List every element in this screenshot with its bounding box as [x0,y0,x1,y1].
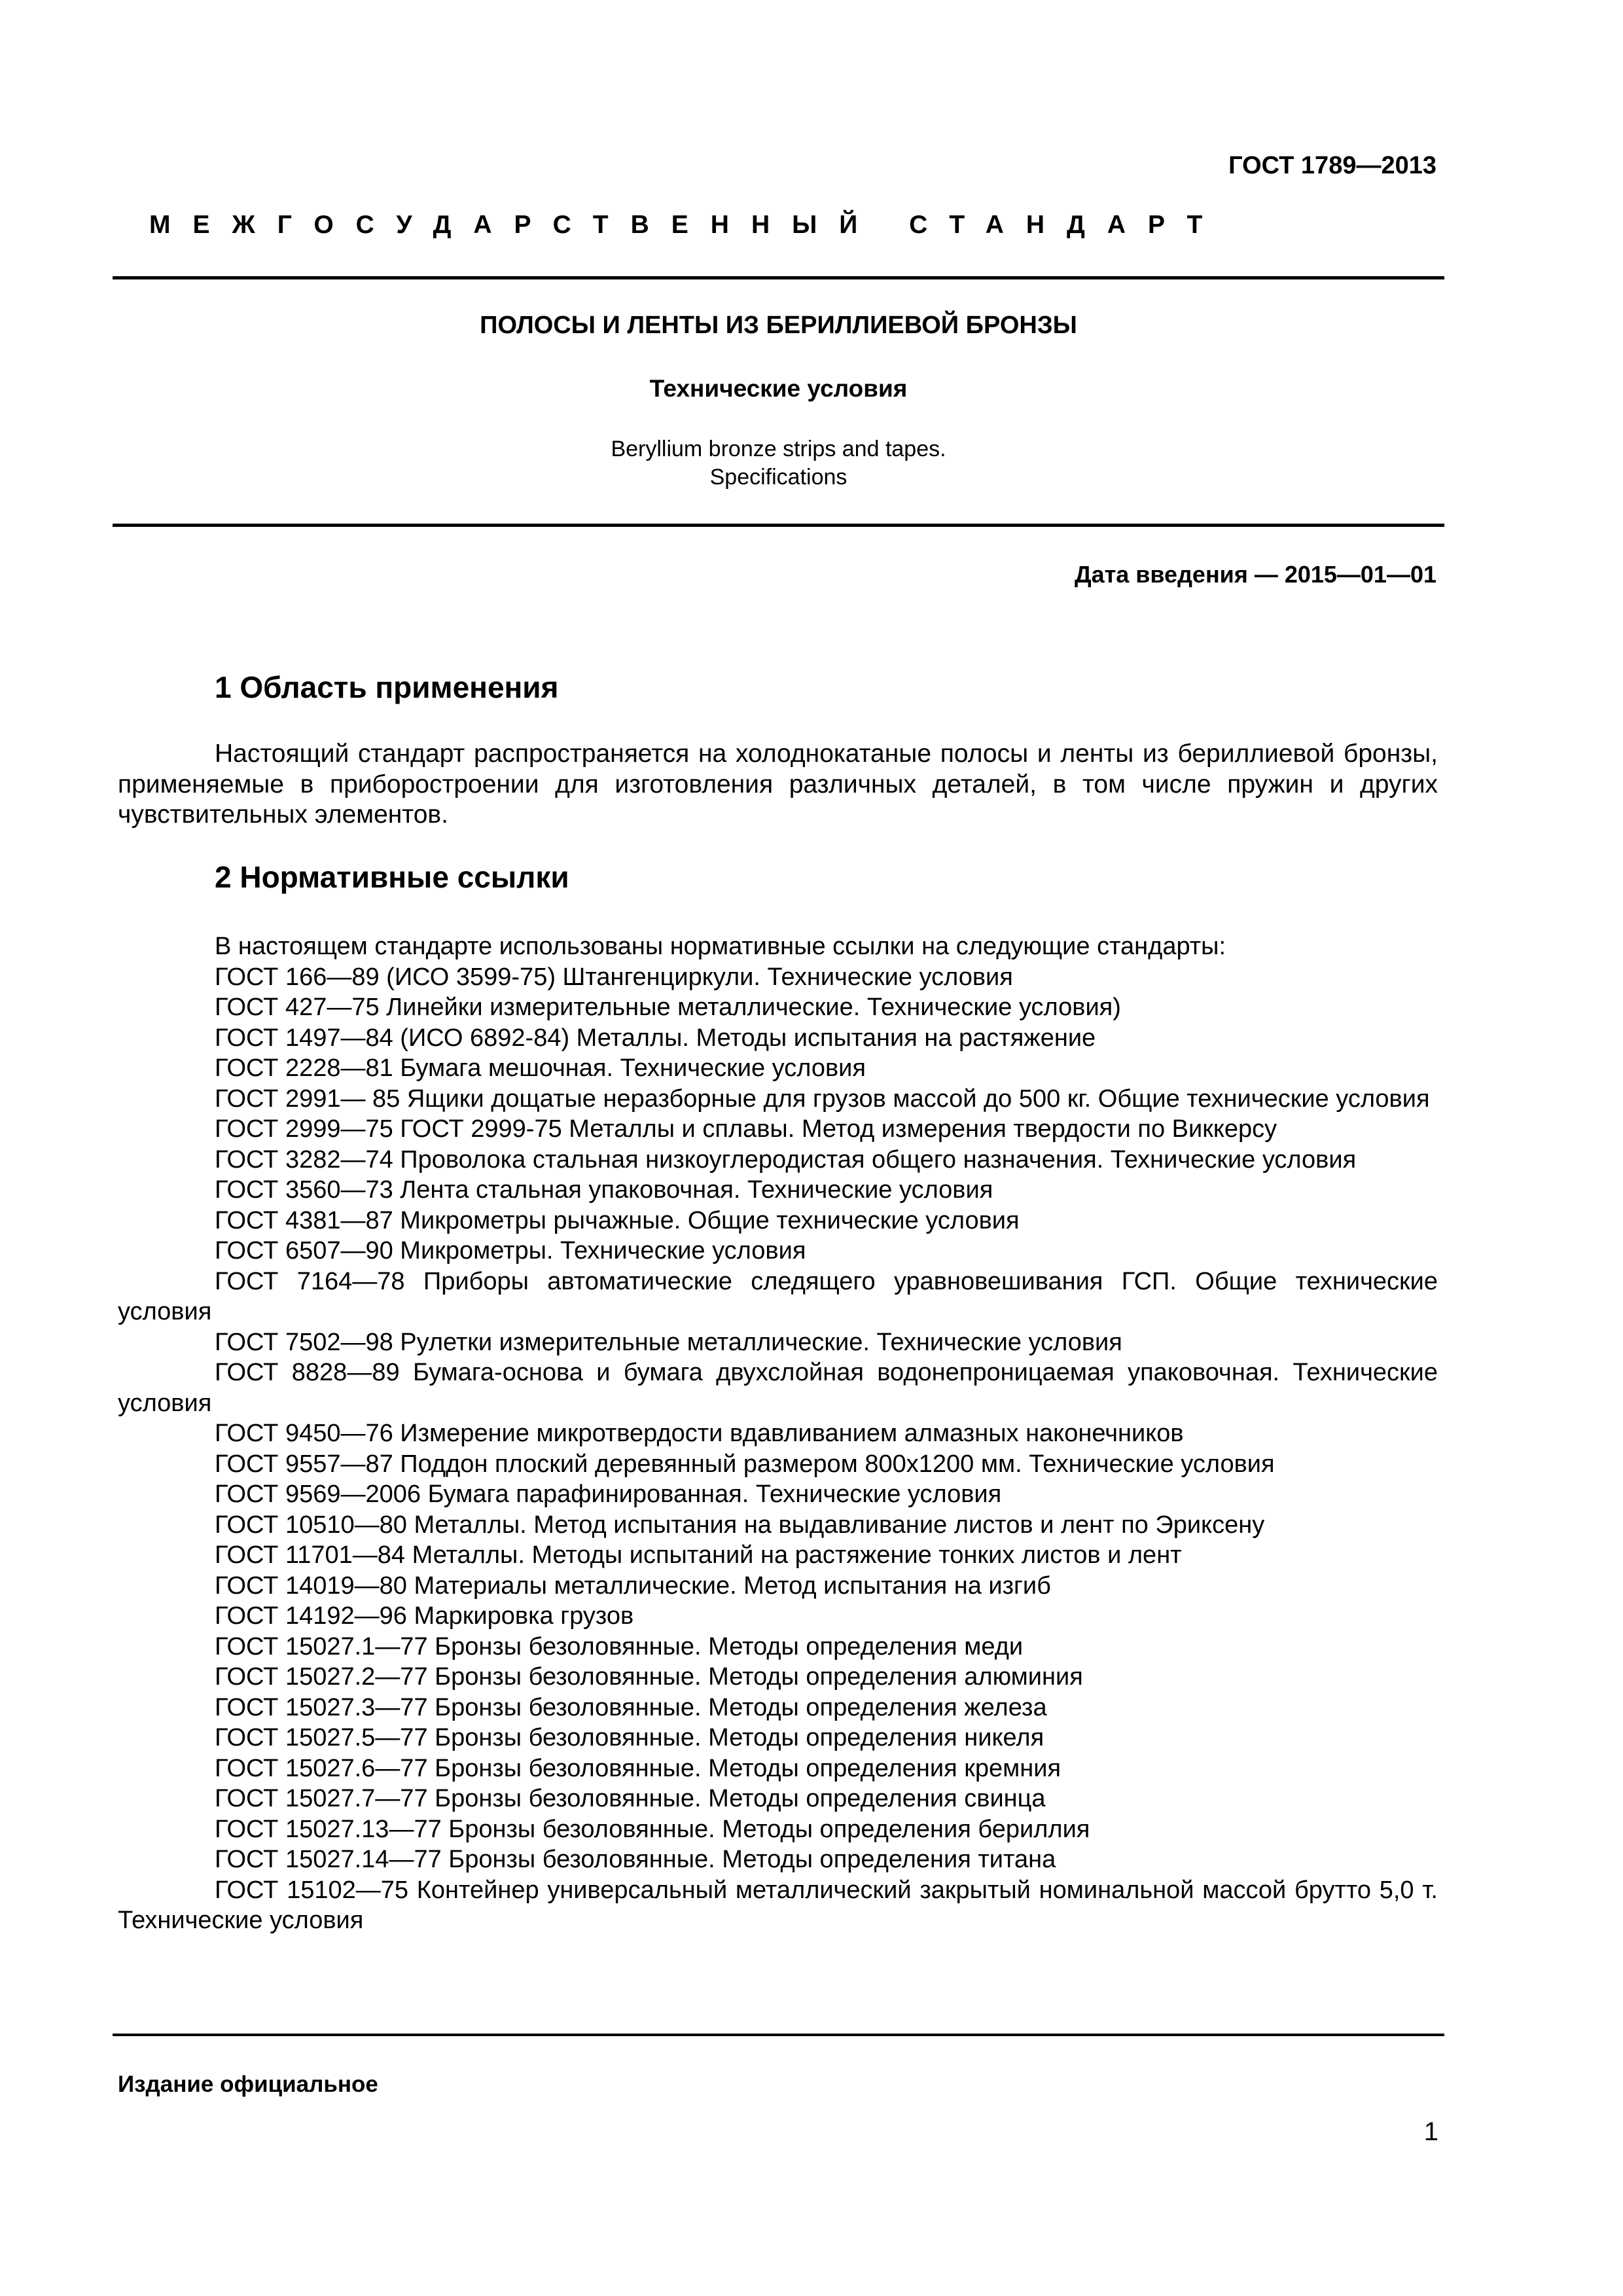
reference-item: ГОСТ 2228—81 Бумага мешочная. Технические условия [215,1054,866,1082]
reference-item: ГОСТ 11701—84 Металлы. Методы испытаний на растяжение тонких листов и лент [215,1541,1182,1569]
section-1-heading: 1 Область применения [215,670,559,704]
reference-item: ГОСТ 7502—98 Рулетки измерительные металлические. Технические условия [215,1328,1122,1356]
normative-references-list [118,931,1438,1936]
reference-item: ГОСТ 15027.6—77 Бронзы безоловянные. Методы определения кремния [215,1754,1061,1782]
reference-item: ГОСТ 8828—89 Бумага-основа и бумага двухслойная водонепроницаемая упаковочная. Технические условия [118,1359,1438,1417]
document-number: ГОСТ 1789—2013 [1228,152,1436,179]
reference-item: ГОСТ 15027.5—77 Бронзы безоловянные. Методы определения никеля [215,1724,1044,1751]
reference-item: ГОСТ 1497—84 (ИСО 6892-84) Металлы. Методы испытания на растяжение [215,1024,1096,1052]
reference-item: ГОСТ 15027.3—77 Бронзы безоловянные. Методы определения железа [215,1693,1047,1721]
reference-item: ГОСТ 15027.2—77 Бронзы безоловянные. Методы определения алюминия [215,1663,1083,1691]
reference-item: ГОСТ 15102—75 Контейнер универсальный металлический закрытый номинальной массой брутто 5,0 т. Технические условия [118,1876,1438,1934]
references-intro: В настоящем стандарте использованы нормативные ссылки на следующие стандарты: [215,933,1226,960]
reference-item: ГОСТ 7164—78 Приборы автоматические следящего уравновешивания ГСП. Общие технические условия [118,1267,1438,1325]
reference-item: ГОСТ 14019—80 Материалы металлические. Метод испытания на изгиб [215,1571,1051,1600]
section-1-paragraph: Настоящий стандарт распространяется на холоднокатаные полосы и ленты из бериллиевой бронзы, применяемые в приборостроении для изготовления различных деталей, в том числе пружин и других чувствительных элементов. [118,740,1438,829]
introduction-date: Дата введения — 2015—01—01 [1074,561,1436,588]
reference-item: ГОСТ 14192—96 Маркировка грузов [215,1602,634,1630]
reference-item: ГОСТ 6507—90 Микрометры. Технические условия [215,1237,806,1265]
reference-item: ГОСТ 3560—73 Лента стальная упаковочная. Технические условия [215,1176,993,1204]
divider-title-bottom [113,524,1444,527]
reference-item: ГОСТ 4381—87 Микрометры рычажные. Общие технические условия [215,1206,1020,1234]
reference-item: ГОСТ 9557—87 Поддон плоский деревянный размером 800х1200 мм. Технические условия [215,1450,1275,1478]
interstate-standard-label: МЕЖГОСУДАРСТВЕННЫЙ СТАНДАРТ [149,211,1225,239]
english-title-line-1: Beryllium bronze strips and tapes. [611,437,946,461]
reference-item: ГОСТ 166—89 (ИСО 3599-75) Штангенциркули. Технические условия [215,963,1013,991]
official-edition-label: Издание официальное [118,2072,378,2097]
english-title [113,435,1444,492]
reference-item: ГОСТ 9569—2006 Бумага парафинированная. Технические условия [215,1480,1002,1508]
reference-item: ГОСТ 2999—75 ГОСТ 2999-75 Металлы и сплавы. Метод измерения твердости по Виккерсу [215,1115,1277,1143]
reference-item: ГОСТ 10510—80 Металлы. Метод испытания на выдавливание листов и лент по Эриксену [215,1511,1265,1539]
divider-top [113,276,1444,279]
page-number: 1 [1423,2117,1438,2146]
reference-item: ГОСТ 15027.7—77 Бронзы безоловянные. Методы определения свинца [215,1785,1046,1812]
reference-item: ГОСТ 3282—74 Проволока стальная низкоуглеродистая общего назначения. Технические условия [215,1145,1357,1174]
reference-item: ГОСТ 15027.1—77 Бронзы безоловянные. Методы определения меди [215,1632,1024,1660]
english-title-line-2: Specifications [709,465,847,490]
reference-item: ГОСТ 2991— 85 Ящики дощатые неразборные для грузов массой до 500 кг. Общие технические условия [215,1085,1430,1113]
reference-item: ГОСТ 15027.13—77 Бронзы безоловянные. Методы определения бериллия [215,1815,1090,1843]
document-subtitle: Технические условия [649,375,908,402]
reference-item: ГОСТ 427—75 Линейки измерительные металлические. Технические условия) [215,994,1121,1021]
document-title: ПОЛОСЫ И ЛЕНТЫ ИЗ БЕРИЛЛИЕВОЙ БРОНЗЫ [480,312,1077,339]
reference-item: ГОСТ 15027.14—77 Бронзы безоловянные. Методы определения титана [215,1846,1056,1873]
reference-item: ГОСТ 9450—76 Измерение микротвердости вдавливанием алмазных наконечников [215,1420,1184,1447]
section-2-heading: 2 Нормативные ссылки [215,860,569,894]
divider-footer [113,2034,1444,2036]
